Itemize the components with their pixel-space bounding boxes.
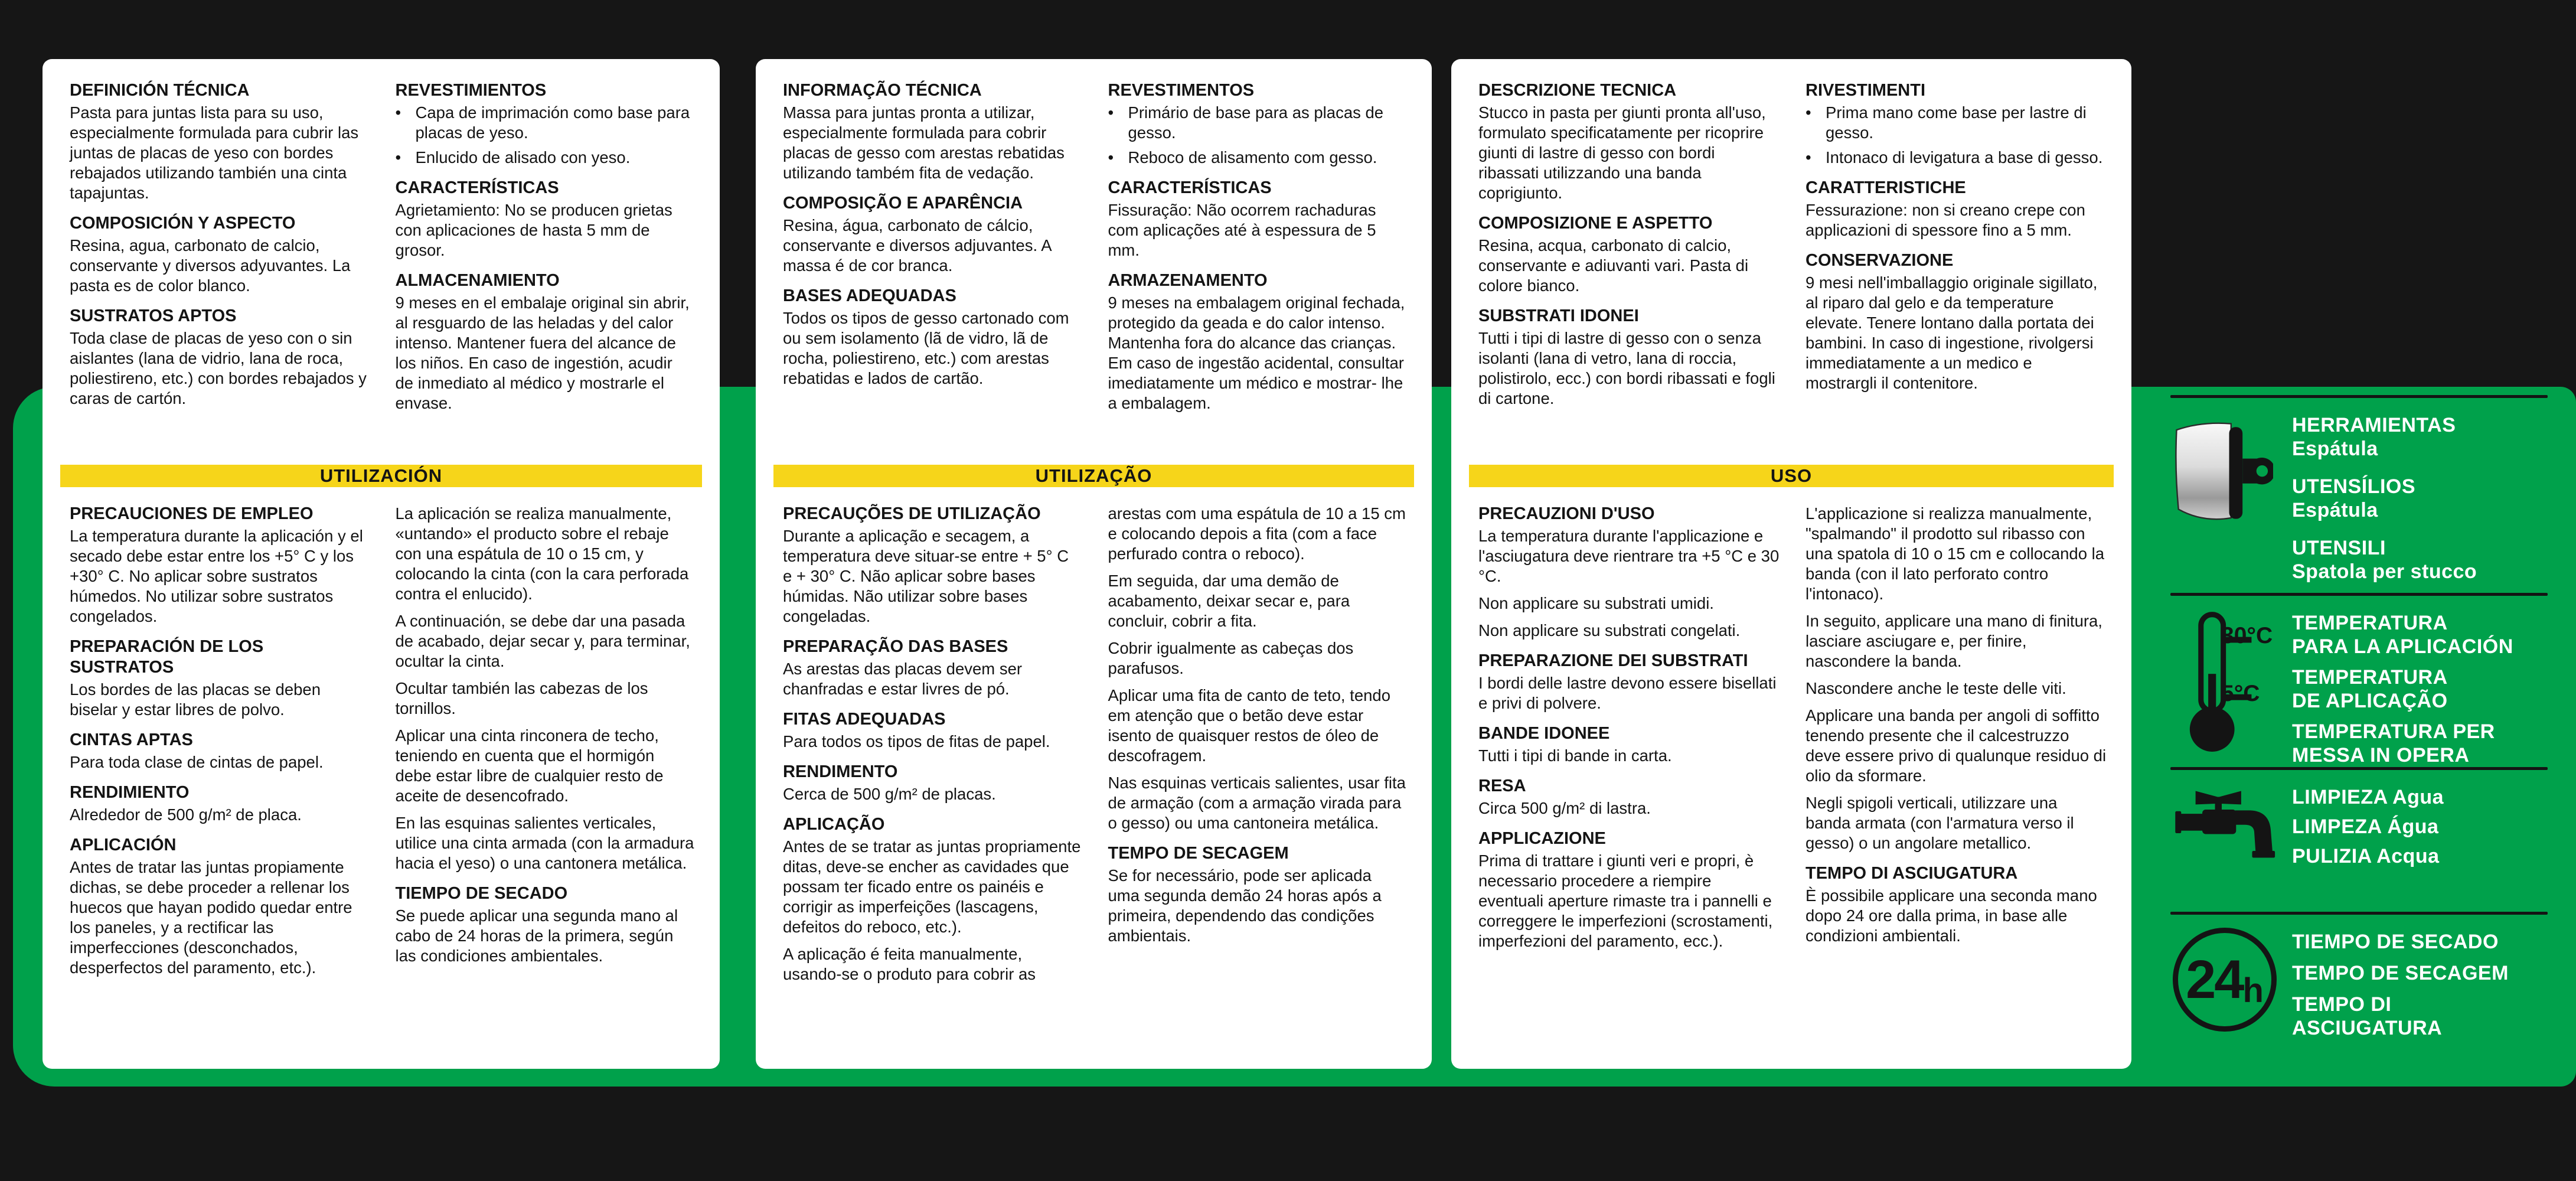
section-heading: TEMPO DE SECAGEM	[1108, 844, 1289, 863]
paragraph: Prima di trattare i giunti veri e propri, è necessario procedere a riempire eventuali aperture rimaste tra i pannelli e correggere le imperfezioni (scrostamenti, imperfezioni del paramento, ecc.).	[1478, 852, 1773, 950]
sidebar-label-line: UTENSÍLIOS	[2292, 475, 2416, 498]
section-heading: RIVESTIMENTI	[1806, 81, 1926, 100]
paragraph: arestas com uma espátula de 10 a 15 cm e colocando depois a fita (com a face perfurado contra o reboco).	[1108, 504, 1406, 563]
bullet-dot: •	[1806, 103, 1811, 122]
usage-banner-it	[1469, 465, 2114, 487]
paragraph: Aplicar uma fita de canto de teto, tendo em atenção que o betão deve estar isento de quaisquer restos de óleo de descofragem.	[1108, 686, 1390, 765]
paragraph: La temperatura durante la aplicación y el secado debe estar entre los +5° C y los +30° C. No aplicar sobre sustratos húmedos. No utilizar sobre sustratos congelados.	[70, 527, 363, 625]
top-left-column	[70, 80, 370, 460]
sidebar-label-line: LIMPEZA Água	[2292, 815, 2439, 838]
bullet-dot: •	[395, 148, 401, 167]
section-heading: FITAS ADEQUADAS	[783, 710, 946, 729]
section-heading: TEMPO DI ASCIUGATURA	[1806, 864, 2018, 883]
sidebar-section-spatula	[2170, 398, 2548, 593]
sidebar-section-thermometer	[2170, 596, 2548, 767]
sidebar-entry	[2292, 993, 2548, 1040]
section-heading: PRECAUÇÕES DE UTILIZAÇÃO	[783, 504, 1041, 523]
sidebar-entry	[2292, 844, 2548, 868]
bottom-left-column	[1478, 504, 1780, 1069]
sidebar-entry	[2292, 665, 2548, 713]
sidebar-section-24h	[2170, 915, 2548, 1076]
section-heading: CINTAS APTAS	[70, 730, 193, 749]
temp-high-label: 30°C	[2221, 623, 2273, 648]
sidebar-entry	[2292, 930, 2548, 954]
section-heading: TIEMPO DE SECADO	[395, 884, 568, 903]
paragraph: I bordi delle lastre devono essere bisellati e privi di polvere.	[1478, 674, 1777, 712]
info-panel-es	[43, 59, 720, 1069]
paragraph: Tutti i tipi di bande in carta.	[1478, 746, 1672, 765]
usage-banner-es	[60, 465, 702, 487]
paragraph: Non applicare su substrati umidi.	[1478, 594, 1714, 612]
paragraph: 9 meses en el embalaje original sin abrir, al resguardo de las heladas y del calor intenso. Mantener fuera del alcance de los niños. En caso de ingestión, acudir de inmediato al médico y mostrarle el envase.	[395, 293, 690, 412]
bottom-right-column	[1108, 504, 1408, 1069]
paragraph: Negli spigoli verticali, utilizzare una banda armata (con l'armatura verso il gesso) o un angolare metallico.	[1806, 794, 2074, 852]
sidebar-labels	[2283, 411, 2548, 598]
paragraph: Los bordes de las placas se deben biselar y estar libres de polvo.	[70, 680, 321, 719]
bullet-dot: •	[1806, 148, 1811, 167]
panel-bottom-es	[43, 487, 720, 1069]
section-heading: CARACTERÍSTICAS	[1108, 178, 1272, 197]
section-heading: ALMACENAMIENTO	[395, 271, 560, 290]
bullet-item	[396, 148, 696, 168]
usage-banner-label: UTILIZACIÓN	[319, 465, 443, 486]
section-heading: PREPARAZIONE DEI SUBSTRATI	[1478, 651, 1748, 670]
section-heading: REVESTIMENTOS	[1108, 81, 1255, 100]
section-heading: PREPARAÇÃO DAS BASES	[783, 637, 1008, 656]
paragraph: Se puede aplicar una segunda mano al cabo de 24 horas de la primera, según las condiciones ambientales.	[395, 906, 678, 965]
section-heading: DEFINICIÓN TÉCNICA	[70, 81, 250, 100]
sidebar-label-line: PARA LA APLICACIÓN	[2292, 635, 2513, 658]
paragraph: En las esquinas salientes verticales, utilice una cinta armada (con la armadura hacia el yeso) o una cantonera metálica.	[395, 814, 694, 872]
24h-suffix: h	[2242, 971, 2264, 1010]
section-heading: CONSERVAZIONE	[1806, 251, 1954, 270]
bullet-text: Reboco de alisamento com gesso.	[1128, 148, 1377, 167]
usage-banner-pt	[773, 465, 1414, 487]
paragraph: Toda clase de placas de yeso con o sin aislantes (lana de vidrio, lana de roca, poliestireno, etc.) con bordes rebajados y caras de cartón.	[70, 329, 367, 407]
section-heading: BASES ADEQUADAS	[783, 286, 956, 305]
top-right-column	[1108, 80, 1408, 460]
paragraph: Aplicar una cinta rinconera de techo, teniendo en cuenta que el hormigón debe estar libre de cualquier resto de aceite de desencofrado.	[395, 726, 664, 805]
paragraph: Se for necessário, pode ser aplicada uma segunda demão 24 horas após a primeira, dependendo das condições ambientais.	[1108, 866, 1382, 945]
sidebar-label-line: ASCIUGATURA	[2292, 1017, 2443, 1039]
section-heading: APLICACIÓN	[70, 836, 177, 854]
thermometer-icon	[2170, 609, 2283, 756]
section-heading: COMPOSIZIONE E ASPETTO	[1478, 214, 1713, 233]
section-heading: SUSTRATOS APTOS	[70, 306, 237, 325]
sidebar-label-line: TEMPERATURA PER	[2292, 720, 2495, 743]
paragraph: Applicare una banda per angoli di soffitto tenendo presente che il calcestruzzo deve essere privo di qualunque residuo di olio da sformare.	[1806, 706, 2107, 785]
paragraph: Antes de tratar las juntas propiamente dichas, se debe proceder a rellenar los huecos que hayan podido quedar entre los paneles, y a rectificar las imperfecciones (desconchados, desperfectos del paramento, etc.).	[70, 858, 352, 977]
section-heading: COMPOSICIÓN Y ASPECTO	[70, 214, 296, 233]
panel-bottom-it	[1451, 487, 2131, 1069]
sidebar-label-line: Spatola per stucco	[2292, 560, 2477, 583]
bullet-text: Primário de base para as placas de gesso.	[1128, 103, 1384, 142]
bottom-left-column	[70, 504, 370, 1069]
sidebar-labels	[2283, 609, 2548, 774]
paragraph: Resina, água, carbonato de cálcio, conservante e diversos adjuvantes. A massa é de cor branca.	[783, 216, 1052, 275]
paragraph: Em seguida, dar uma demão de acabamento, deixar secar e, para concluir, cobrir a fita.	[1108, 572, 1350, 630]
section-heading: RENDIMENTO	[783, 762, 898, 781]
top-left-column	[1478, 80, 1780, 460]
bullet-dot: •	[1108, 103, 1114, 122]
sidebar-label-line: MESSA IN OPERA	[2292, 744, 2470, 766]
sidebar-entry	[2292, 413, 2548, 461]
paragraph: Para toda clase de cintas de papel.	[70, 753, 324, 771]
paragraph: In seguito, applicare una mano di finitura, lasciare asciugare e, per finire, nascondere la banda.	[1806, 612, 2102, 670]
paragraph: 9 meses na embalagem original fechada, protegido da geada e do calor intenso. Mantenha fora do alcance das crianças. Em caso de ingestão acidental, consultar imediatamente um médico e mostrar- lhe a embalagem.	[1108, 293, 1405, 412]
paragraph: Massa para juntas pronta a utilizar, especialmente formulada para cobrir placas de gesso com arestas rebatidas utilizando também fita de vedação.	[783, 103, 1065, 182]
paragraph: Cobrir igualmente as cabeças dos parafusos.	[1108, 639, 1354, 677]
section-heading: RENDIMIENTO	[70, 783, 190, 802]
paragraph: Resina, agua, carbonato de calcio, conservante y diversos adyuvantes. La pasta es de color blanco.	[70, 236, 351, 295]
paragraph: La aplicación se realiza manualmente, «untando» el producto sobre el rebaje con una espátula de 10 o 15 cm, y colocando la cinta (con la cara perforada contra el enlucido).	[395, 504, 689, 603]
info-panel-it	[1451, 59, 2131, 1069]
paragraph: A aplicação é feita manualmente, usando-se o produto para cobrir as	[783, 945, 1036, 983]
section-heading: PRECAUCIONES DE EMPLEO	[70, 504, 314, 523]
paragraph: Cerca de 500 g/m² de placas.	[783, 785, 996, 803]
paragraph: Stucco in pasta per giunti pronta all'uso, formulato specificatamente per ricoprire giunti di lastre di gesso con bordi ribassati utilizzando una banda coprigiunto.	[1478, 103, 1766, 202]
paragraph: As arestas das placas devem ser chanfradas e estar livres de pó.	[783, 660, 1023, 698]
bullet-item	[1806, 103, 2107, 143]
bottom-right-column	[1806, 504, 2107, 1069]
section-heading: DESCRIZIONE TECNICA	[1478, 81, 1677, 100]
sidebar-label-line: LIMPIEZA Agua	[2292, 786, 2444, 808]
24h-icon	[2170, 928, 2283, 1032]
section-heading: PREPARACIÓN DE LOS SUSTRATOS	[70, 637, 264, 677]
sidebar-labels	[2283, 783, 2548, 874]
bullet-dot: •	[395, 103, 401, 122]
temp-low-label: 5°C	[2221, 681, 2260, 706]
bullet-text: Prima mano come base per lastre di gesso.	[1826, 103, 2087, 142]
sidebar-label-line: DE APLICAÇÃO	[2292, 690, 2448, 712]
sidebar-label-line: HERRAMIENTAS	[2292, 414, 2456, 436]
paragraph: La temperatura durante l'applicazione e l'asciugatura deve rientrare tra +5 °C e 30 °C.	[1478, 527, 1780, 585]
spatula-icon	[2170, 411, 2283, 532]
section-heading: REVESTIMIENTOS	[395, 81, 547, 100]
section-heading: SUBSTRATI IDONEI	[1478, 306, 1639, 325]
sidebar-label-line: PULIZIA Acqua	[2292, 845, 2440, 867]
sidebar-label-line: TEMPO DE SECAGEM	[2292, 962, 2509, 984]
paragraph: Todos os tipos de gesso cartonado com ou sem isolamento (lã de vidro, lã de rocha, poliestireno, etc.) com arestas rebatidas e lados de cartão.	[783, 309, 1069, 387]
sidebar-entry	[2292, 961, 2548, 985]
sidebar-entry	[2292, 611, 2548, 658]
top-left-column	[783, 80, 1082, 460]
paragraph: Resina, acqua, carbonato di calcio, conservante e adiuvanti vari. Pasta di colore bianco.	[1478, 236, 1749, 295]
24h-badge	[2173, 928, 2277, 1032]
sidebar-entry	[2292, 475, 2548, 522]
24h-number: 24	[2186, 949, 2243, 1010]
panel-top-es	[43, 59, 720, 460]
paragraph: Para todos os tipos de fitas de papel.	[783, 732, 1050, 751]
bottom-left-column	[783, 504, 1082, 1069]
sidebar-label-line: TIEMPO DE SECADO	[2292, 931, 2499, 953]
sidebar-section-faucet	[2170, 770, 2548, 912]
bullet-text: Intonaco di levigatura a base di gesso.	[1826, 148, 2103, 167]
faucet-icon	[2170, 783, 2283, 877]
section-heading: APLICAÇÃO	[783, 815, 885, 834]
paragraph: Nascondere anche le teste delle viti.	[1806, 679, 2066, 697]
bullet-item	[1108, 103, 1408, 143]
paragraph: Nas esquinas verticais salientes, usar fita de armação (com a armação virada para o gesso) ou uma cantoneira metálica.	[1108, 774, 1406, 832]
sidebar-label-line: UTENSILI	[2292, 537, 2386, 559]
paragraph: Alrededor de 500 g/m² de placa.	[70, 805, 302, 824]
paragraph: Pasta para juntas lista para su uso, especialmente formulada para cubrir las juntas de placas de yeso con bordes rebajados utilizando también una cinta tapajuntas.	[70, 103, 359, 202]
sidebar-label-line: Espátula	[2292, 438, 2378, 460]
bullet-item	[396, 103, 696, 143]
sidebar-entry	[2292, 720, 2548, 767]
section-heading: COMPOSIÇÃO E APARÊNCIA	[783, 194, 1023, 213]
paragraph: Non applicare su substrati congelati.	[1478, 621, 1741, 640]
pictogram-sidebar	[2153, 387, 2564, 1087]
paragraph: Circa 500 g/m² di lastra.	[1478, 799, 1651, 817]
paragraph: Durante a aplicação e secagem, a temperatura deve situar-se entre + 5° C e + 30° C. Não aplicar sobre bases húmidas. Não utilizar sobre bases congeladas.	[783, 527, 1069, 625]
sidebar-entry	[2292, 785, 2548, 809]
sidebar-label-line: Espátula	[2292, 499, 2378, 521]
bullet-text: Capa de imprimación como base para placas de yeso.	[415, 103, 690, 142]
bullet-item	[1806, 148, 2107, 168]
sidebar-label-line: TEMPO DI	[2292, 993, 2392, 1016]
top-right-column	[396, 80, 696, 460]
paragraph: 9 mesi nell'imballaggio originale sigillato, al riparo dal gelo e da temperature elevate. Tenere lontano dalla portata dei bambini. In caso di ingestione, rivolgersi immediatamente a un medico e mostrargli il contenitore.	[1806, 273, 2098, 392]
paragraph: Fissuração: Não ocorrem rachaduras com aplicações até à espessura de 5 mm.	[1108, 201, 1376, 259]
paragraph: Ocultar también las cabezas de los tornillos.	[395, 679, 648, 717]
section-heading: BANDE IDONEE	[1478, 724, 1610, 743]
bullet-dot: •	[1108, 148, 1114, 167]
paragraph: È possibile applicare una seconda mano dopo 24 ore dalla prima, in base alle condizioni ambientali.	[1806, 886, 2097, 945]
section-heading: ARMAZENAMENTO	[1108, 271, 1268, 290]
paragraph: Antes de se tratar as juntas propriamente ditas, deve-se encher as cavidades que possam ter ficado entre os painéis e corrigir as imperfeições (lascagens, defeitos do reboco, etc.).	[783, 837, 1081, 936]
top-right-column	[1806, 80, 2107, 460]
panel-bottom-pt	[756, 487, 1432, 1069]
sidebar-label-line: TEMPERATURA	[2292, 666, 2448, 689]
bottom-right-column	[396, 504, 696, 1069]
usage-banner-label: UTILIZAÇÃO	[1035, 465, 1152, 486]
section-heading: RESA	[1478, 777, 1526, 795]
sidebar-entry	[2292, 815, 2548, 839]
panel-top-pt	[756, 59, 1432, 460]
section-heading: INFORMAÇÃO TÉCNICA	[783, 81, 982, 100]
usage-banner-label: USO	[1770, 465, 1813, 486]
section-heading: CARATTERISTICHE	[1806, 178, 1966, 197]
sidebar-labels	[2283, 928, 2548, 1048]
paragraph: Tutti i tipi di lastre di gesso con o senza isolanti (lana di vetro, lana di roccia, polistirolo, ecc.) con bordi ribassati e fogli di cartone.	[1478, 329, 1775, 407]
bullet-text: Enlucido de alisado con yeso.	[415, 148, 631, 167]
panel-top-it	[1451, 59, 2131, 460]
paragraph: L'applicazione si realizza manualmente, "spalmando" il prodotto sul ribasso con una spatola di 10 o 15 cm e collocando la banda (con il lato perforato contro l'intonaco).	[1806, 504, 2105, 603]
paragraph: Agrietamiento: No se producen grietas con aplicaciones de hasta 5 mm de grosor.	[395, 201, 672, 259]
section-heading: PRECAUZIONI D'USO	[1478, 504, 1655, 523]
paragraph: Fessurazione: non si creano crepe con applicazioni di spessore fino a 5 mm.	[1806, 201, 2085, 239]
paragraph: A continuación, se debe dar una pasada de acabado, dejar secar y, para terminar, ocultar la cinta.	[395, 612, 690, 670]
section-heading: APPLICAZIONE	[1478, 829, 1606, 848]
section-heading: CARACTERÍSTICAS	[395, 178, 559, 197]
bullet-item	[1108, 148, 1408, 168]
sidebar-label-line: TEMPERATURA	[2292, 612, 2448, 634]
info-panel-pt	[756, 59, 1432, 1069]
sidebar-entry	[2292, 536, 2548, 583]
